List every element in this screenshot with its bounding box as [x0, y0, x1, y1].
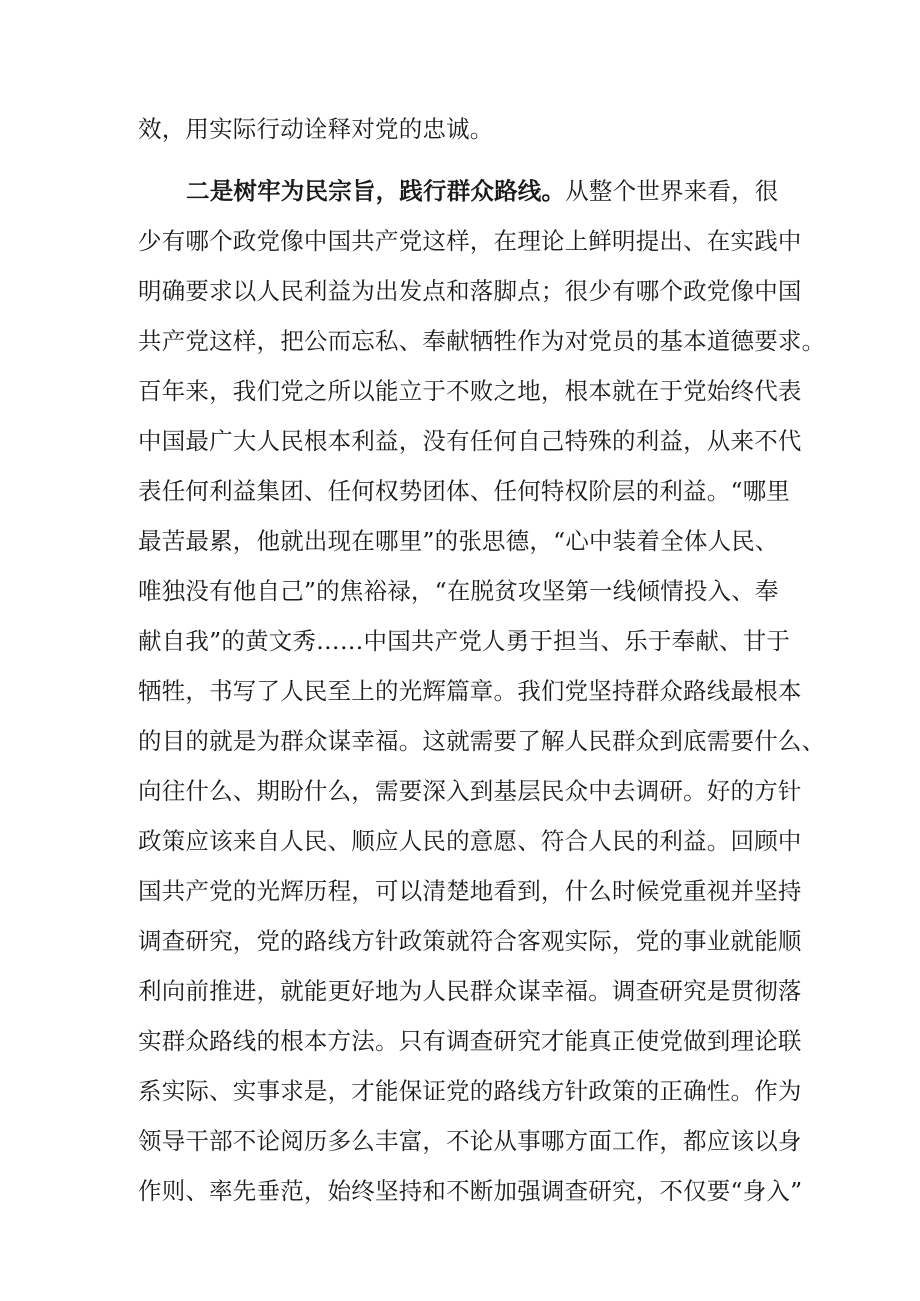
carryover-line: 效，用实际行动诠释对党的忠诚。 — [138, 115, 494, 143]
first-line-text: 从整个世界来看，很 — [565, 177, 779, 205]
paragraph-line: 牺牲，书写了人民至上的光辉篇章。我们党坚持群众路线最根本 — [138, 677, 802, 705]
paragraph-heading: 二是树牢为民宗旨，践行群众路线。 — [186, 177, 566, 205]
paragraph-line: 系实际、实事求是，才能保证党的路线方针政策的正确性。作为 — [138, 1077, 802, 1105]
paragraph-line: 共产党这样，把公而忘私、奉献牺牲作为对党员的基本道德要求。 — [138, 327, 826, 355]
paragraph-line: 献自我”的黄文秀……中国共产党人勇于担当、乐于奉献、甘于 — [138, 627, 791, 655]
paragraph-line: 少有哪个政党像中国共产党这样，在理论上鲜明提出、在实践中 — [138, 227, 802, 255]
paragraph-line: 唯独没有他自己”的焦裕禄，“在脱贫攻坚第一线倾情投入、奉 — [138, 577, 779, 605]
paragraph-line: 实群众路线的根本方法。只有调查研究才能真正使党做到理论联 — [138, 1027, 802, 1055]
paragraph-line: 调查研究，党的路线方针政策就符合客观实际，党的事业就能顺 — [138, 927, 802, 955]
paragraph-line: 利向前推进，就能更好地为人民群众谋幸福。调查研究是贯彻落 — [138, 977, 802, 1005]
paragraph-line: 表任何利益集团、任何权势团体、任何特权阶层的利益。“哪里 — [138, 477, 791, 505]
paragraph-line: 向往什么、期盼什么，需要深入到基层民众中去调研。好的方针 — [138, 777, 802, 805]
paragraph-line: 中国最广大人民根本利益，没有任何自己特殊的利益，从来不代 — [138, 427, 802, 455]
paragraph-line: 政策应该来自人民、顺应人民的意愿、符合人民的利益。回顾中 — [138, 827, 802, 855]
paragraph-line: 的目的就是为群众谋幸福。这就需要了解人民群众到底需要什么、 — [138, 727, 826, 755]
paragraph-line: 最苦最累，他就出现在哪里”的张思德，“心中装着全体人民、 — [138, 527, 779, 555]
paragraph-line: 国共产党的光辉历程，可以清楚地看到，什么时候党重视并坚持 — [138, 877, 802, 905]
paragraph-line: 明确要求以人民利益为出发点和落脚点；很少有哪个政党像中国 — [138, 277, 802, 305]
paragraph-line: 领导干部不论阅历多么丰富，不论从事哪方面工作，都应该以身 — [138, 1127, 802, 1155]
paragraph-first-line — [186, 176, 836, 206]
paragraph-line: 百年来，我们党之所以能立于不败之地，根本就在于党始终代表 — [138, 377, 802, 405]
paragraph-line: 作则、率先垂范，始终坚持和不断加强调查研究，不仅要“身入” — [138, 1177, 803, 1205]
